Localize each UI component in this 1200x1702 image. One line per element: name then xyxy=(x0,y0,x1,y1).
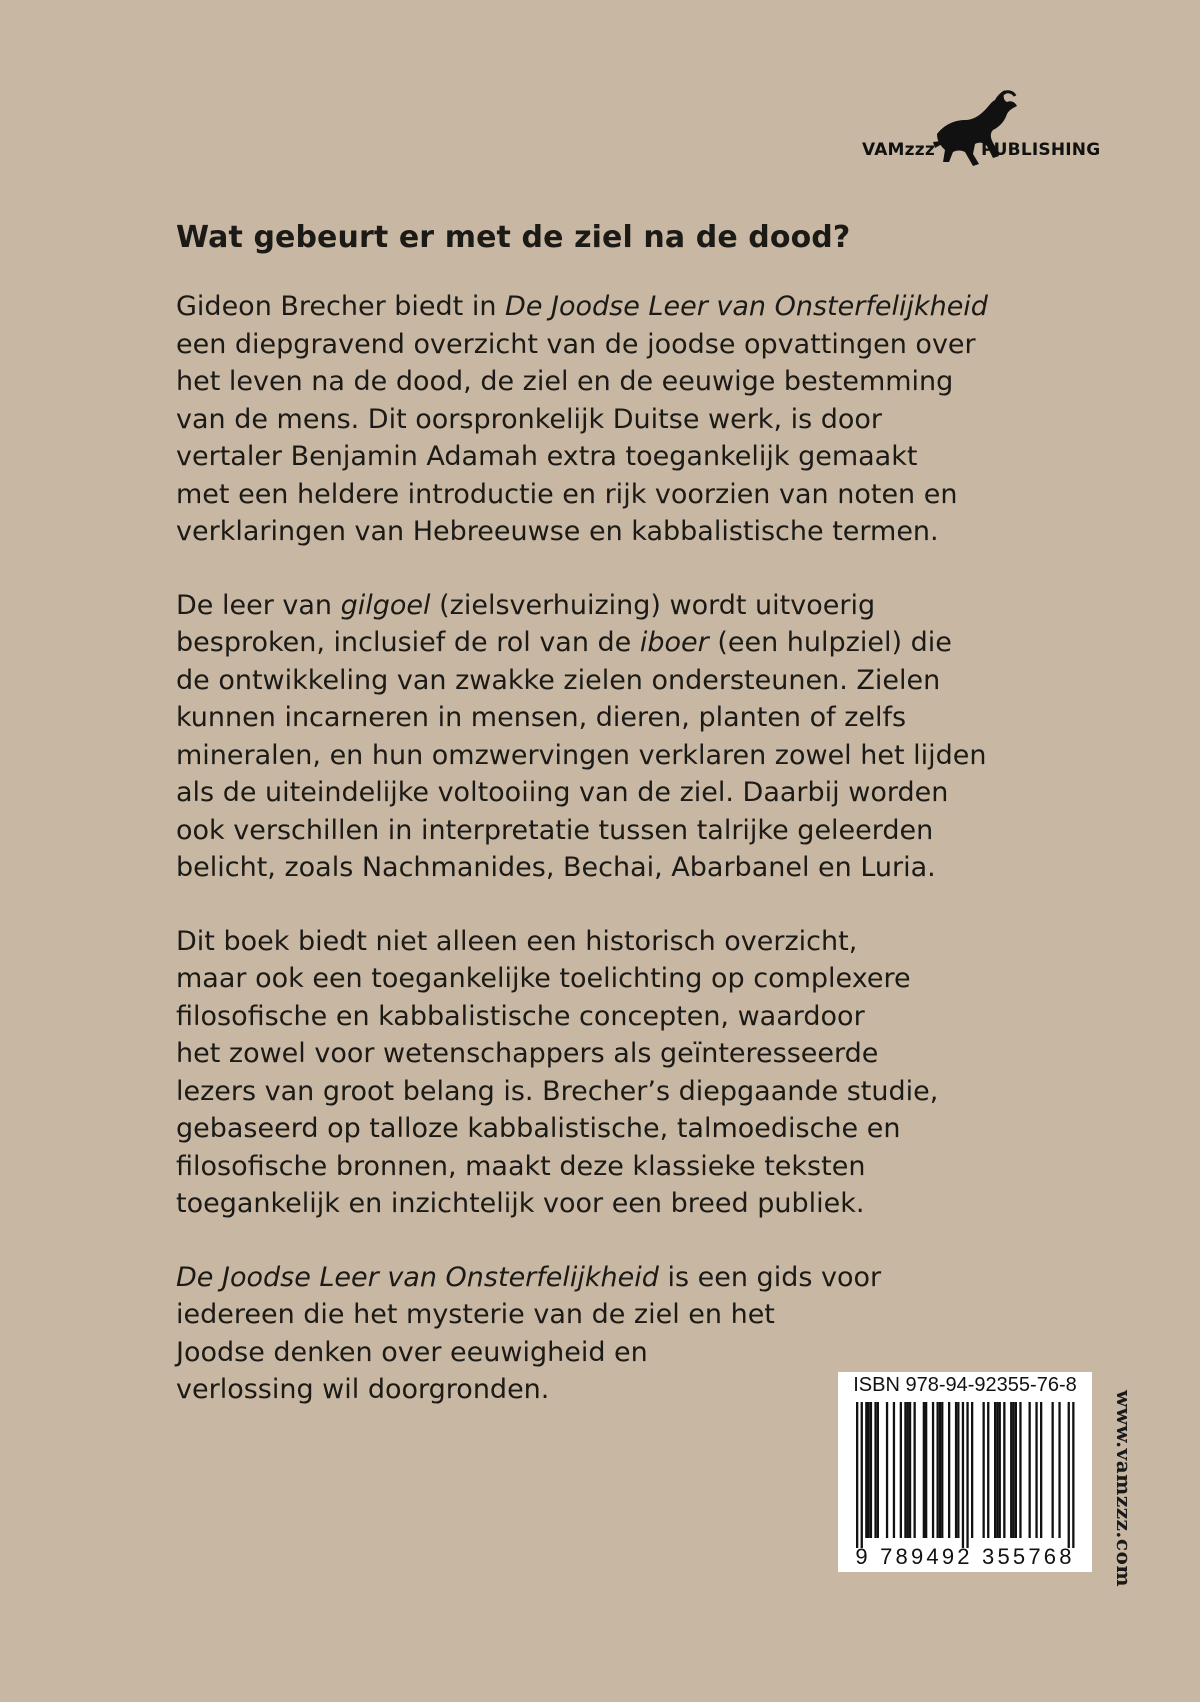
text-segment: kunnen incarneren in mensen, dieren, planten of zelfs xyxy=(176,702,907,733)
text-line xyxy=(176,774,1006,812)
barcode-bar xyxy=(870,1402,872,1538)
text-line xyxy=(176,923,1006,961)
text-line xyxy=(176,699,1006,737)
barcode-bar xyxy=(957,1402,959,1538)
blurb-paragraphs xyxy=(176,288,1006,1409)
text-line xyxy=(176,849,1006,887)
barcode-bar xyxy=(983,1402,985,1538)
text-line xyxy=(176,624,1006,662)
text-line xyxy=(176,662,1006,700)
barcode-bar xyxy=(856,1402,858,1548)
blurb-paragraph xyxy=(176,923,1006,1223)
barcode-bar xyxy=(1012,1402,1014,1538)
text-segment: verlossing wil doorgronden. xyxy=(176,1374,550,1405)
text-segment: (een hulpziel) die xyxy=(708,627,952,658)
text-segment: De leer van xyxy=(176,589,341,621)
barcode-bar xyxy=(1010,1402,1012,1538)
publisher-name-left: VAMzzz xyxy=(862,140,935,160)
italic-text: De Joodse Leer van Onsterfelijkheid xyxy=(505,291,988,322)
barcode-bar xyxy=(904,1402,906,1538)
text-line xyxy=(176,1296,1006,1334)
barcode-bar xyxy=(886,1402,888,1538)
barcode-bar xyxy=(1052,1402,1054,1538)
barcode-bar xyxy=(987,1402,989,1538)
barcode-bar xyxy=(939,1402,941,1538)
barcode-bar xyxy=(1072,1402,1074,1548)
text-line xyxy=(176,363,1006,401)
barcode-bar xyxy=(999,1402,1001,1538)
italic-text: De Joodse Leer van Onsterfelijkheid xyxy=(176,1261,659,1293)
text-line xyxy=(176,1185,1006,1223)
text-segment: met een heldere introductie en rijk voorzien van noten en xyxy=(176,478,958,510)
barcode-bar xyxy=(1040,1402,1042,1538)
text-segment: de ontwikkeling van zwakke zielen ondersteunen. Zielen xyxy=(176,664,941,696)
text-line xyxy=(176,1259,1006,1297)
text-line xyxy=(176,1035,1006,1073)
barcode-bar xyxy=(955,1402,957,1538)
text-line xyxy=(176,587,1006,625)
barcode-bar xyxy=(948,1402,950,1538)
text-segment: ook verschillen in interpretatie tussen talrijke geleerden xyxy=(176,814,934,846)
text-line xyxy=(176,326,1006,364)
text-segment: toegankelijk en inzichtelijk voor een breed publiek. xyxy=(176,1188,865,1219)
text-segment: lezers van groot belang is. Brecher’s diepgaande studie, xyxy=(176,1075,939,1107)
barcode-bar xyxy=(1068,1402,1070,1548)
barcode-bar xyxy=(923,1402,925,1538)
text-segment: besproken, inclusief de rol van de xyxy=(176,627,640,658)
text-line xyxy=(176,513,1006,551)
website-url: www.vamzzz.com xyxy=(1112,1390,1136,1588)
barcode-bar xyxy=(1015,1402,1017,1538)
barcode-bar xyxy=(925,1402,927,1538)
text-segment: van de mens. Dit oorspronkelijk Duitse werk, is door xyxy=(176,403,883,435)
text-segment: als de uiteindelijke voltooiing van de ziel. Daarbij worden xyxy=(176,777,949,808)
barcode-bar xyxy=(874,1402,876,1538)
text-segment: Gideon Brecher biedt in xyxy=(176,291,506,322)
barcode-bar xyxy=(937,1402,939,1538)
text-segment: het zowel voor wetenschappers als geïnteresseerde xyxy=(176,1038,879,1069)
text-segment: gebaseerd op talloze kabbalistische, talmoedische en xyxy=(176,1113,901,1144)
barcode-bar xyxy=(1029,1402,1031,1538)
barcode-bar xyxy=(861,1402,863,1548)
barcode-bar xyxy=(907,1402,909,1538)
blurb-heading: Wat gebeurt er met de ziel na de dood? xyxy=(176,220,851,255)
barcode-bar xyxy=(868,1402,870,1538)
publisher-logo xyxy=(862,90,1092,180)
text-line xyxy=(176,737,1006,775)
text-segment: mineralen, en hun omzwervingen verklaren zowel het lijden xyxy=(176,739,987,771)
text-segment: iedereen die het mysterie van de ziel en het xyxy=(176,1299,775,1330)
italic-text: gilgoel xyxy=(340,589,431,621)
text-segment: vertaler Benjamin Adamah extra toegankelijk gemaakt xyxy=(176,441,918,472)
barcode-bar xyxy=(1058,1402,1060,1538)
text-line xyxy=(176,1110,1006,1148)
barcode-bar xyxy=(877,1402,879,1538)
barcode-bar xyxy=(994,1402,996,1538)
isbn-label: ISBN 978-94-92355-76-8 xyxy=(853,1374,1077,1396)
text-segment: filosofische bronnen, maakt deze klassieke teksten xyxy=(176,1150,866,1182)
barcode-bar xyxy=(914,1402,916,1538)
barcode-bar xyxy=(1035,1402,1037,1538)
barcode-bar xyxy=(900,1402,902,1538)
barcode-bar xyxy=(1003,1402,1005,1538)
barcode-bar xyxy=(1019,1402,1021,1538)
barcode-bar xyxy=(893,1402,895,1538)
text-segment: een diepgravend overzicht van de joodse opvattingen over xyxy=(176,328,976,360)
barcode-bar xyxy=(865,1402,867,1538)
barcode-bar xyxy=(971,1402,973,1538)
barcode-bars xyxy=(844,1402,1086,1548)
barcode-digits: 9 789492 355768 xyxy=(855,1544,1075,1569)
text-segment: maar ook een toegankelijke toelichting op complexere xyxy=(176,963,911,994)
text-line xyxy=(176,1148,1006,1186)
isbn-barcode xyxy=(838,1372,1092,1572)
text-segment: is een gids voor xyxy=(658,1261,882,1293)
blurb-text xyxy=(176,218,1006,1445)
text-line xyxy=(176,401,1006,439)
text-line xyxy=(176,288,1006,326)
barcode-bar xyxy=(966,1402,968,1548)
blurb-paragraph xyxy=(176,288,1006,551)
text-segment: filosofische en kabbalistische concepten, waardoor xyxy=(176,1000,865,1032)
text-line xyxy=(176,438,1006,476)
text-segment: Dit boek biedt niet alleen een historisch overzicht, xyxy=(176,925,858,957)
barcode-bar xyxy=(996,1402,998,1538)
text-line xyxy=(176,960,1006,998)
text-line xyxy=(176,812,1006,850)
italic-text: iboer xyxy=(639,627,709,658)
barcode-bar xyxy=(941,1402,943,1538)
text-line xyxy=(176,476,1006,514)
text-segment: Joodse denken over eeuwigheid en xyxy=(176,1336,648,1368)
text-segment: het leven na de dood, de ziel en de eeuwige bestemming xyxy=(176,366,954,397)
blurb-paragraph xyxy=(176,587,1006,887)
text-line xyxy=(176,998,1006,1036)
barcode-bar xyxy=(909,1402,911,1538)
text-line xyxy=(176,1334,1006,1372)
text-segment: verklaringen van Hebreeuwse en kabbalistische termen. xyxy=(176,516,939,547)
barcode-bar xyxy=(932,1402,934,1538)
text-segment: belicht, zoals Nachmanides, Bechai, Abarbanel en Luria. xyxy=(176,852,936,883)
text-line xyxy=(176,1073,1006,1111)
barcode-bar xyxy=(962,1402,964,1548)
publisher-name-right: PUBLISHING xyxy=(981,140,1101,160)
text-segment: (zielsverhuizing) wordt uitvoerig xyxy=(430,589,876,621)
